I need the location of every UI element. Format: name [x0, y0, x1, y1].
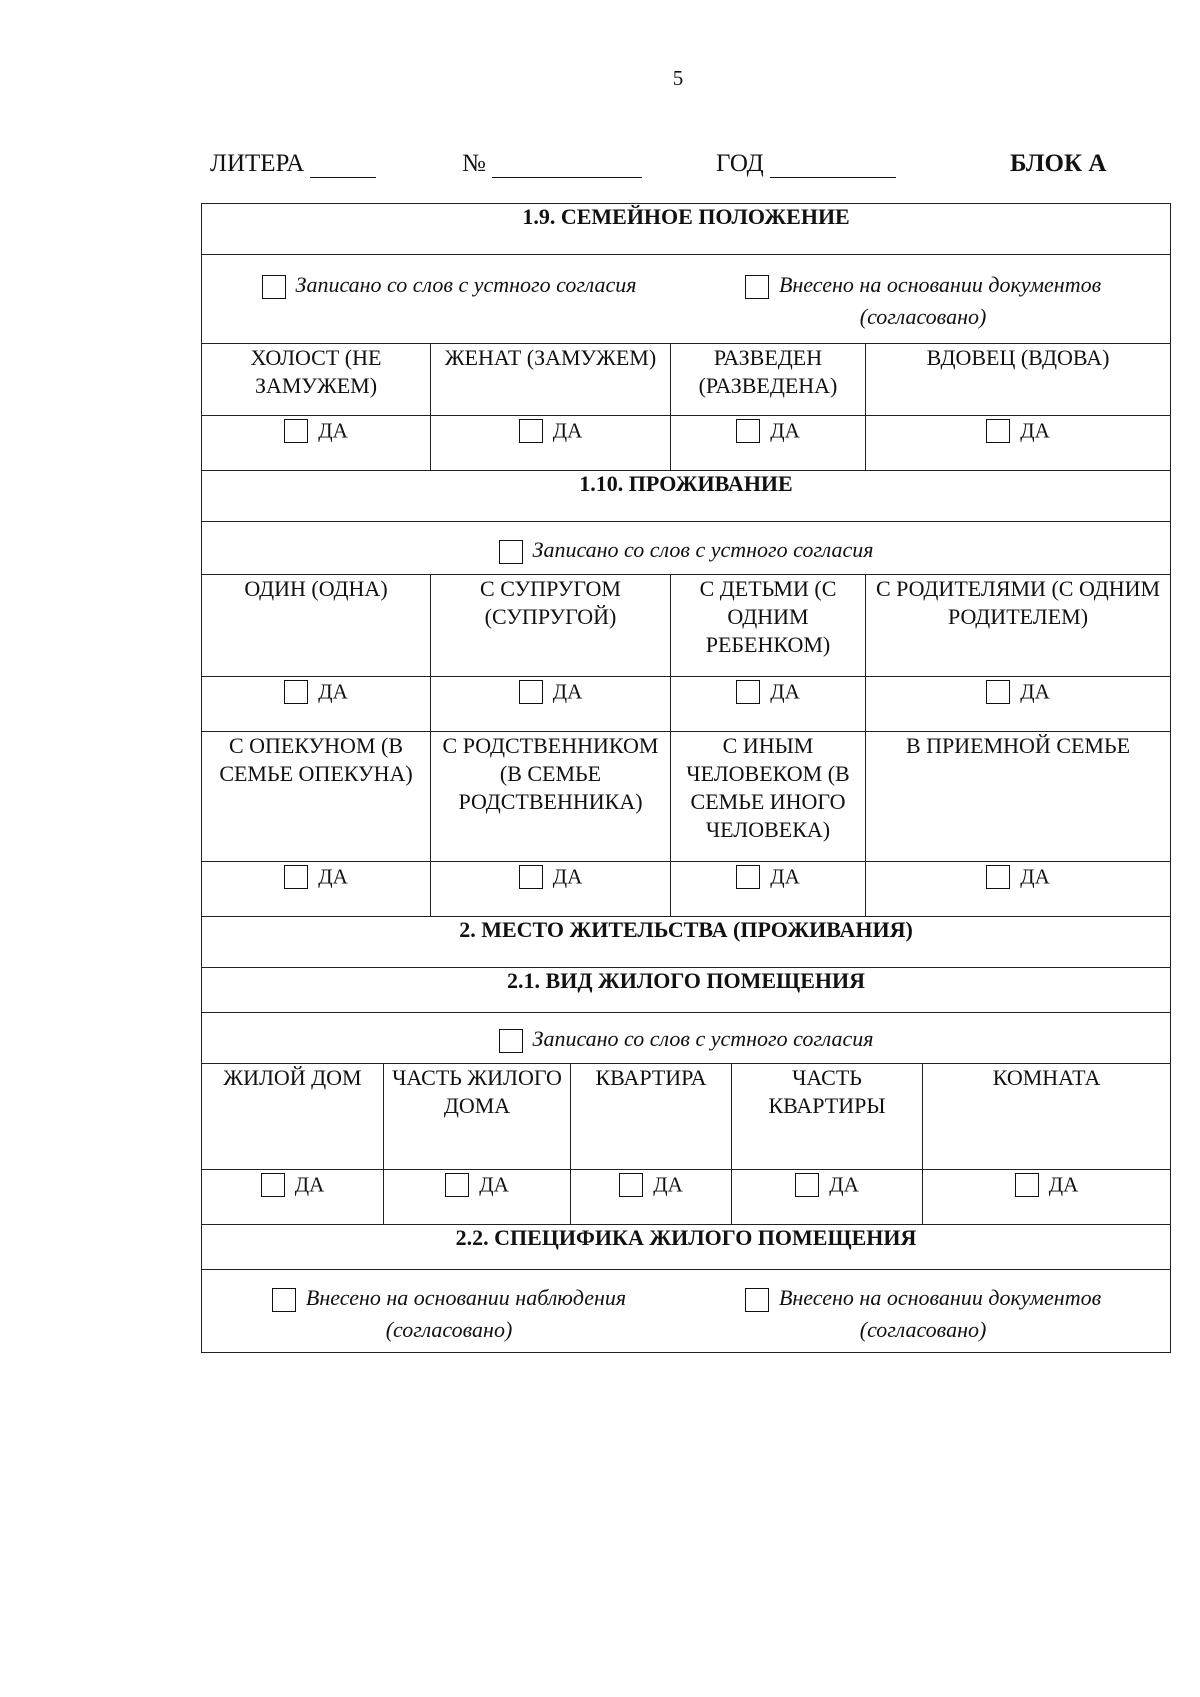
yes-label: ДА [552, 864, 583, 889]
note-text: Записано со слов с устного согласия [532, 537, 874, 562]
option-label: ЧАСТЬ ЖИЛОГО ДОМА [384, 1064, 571, 1170]
yes-cell [671, 416, 866, 471]
checkbox[interactable] [736, 680, 760, 704]
yes-cell [866, 677, 1171, 732]
checkbox[interactable] [619, 1173, 643, 1197]
option-label: ЧАСТЬ КВАРТИРЫ [732, 1064, 923, 1170]
yes-cell [671, 677, 866, 732]
note-left-1-9 [212, 269, 686, 333]
option-label: С ДЕТЬМИ (С ОДНИМ РЕБЕНКОМ) [671, 575, 866, 677]
section-note-1-10 [202, 522, 1171, 575]
option-label: КВАРТИРА [571, 1064, 732, 1170]
yes-label: ДА [1020, 679, 1050, 704]
option-label: В ПРИЕМНОЙ СЕМЬЕ [866, 732, 1171, 862]
note-left-1-10 [212, 534, 1160, 566]
option-label: ОДИН (ОДНА) [202, 575, 431, 677]
yes-cell [571, 1170, 732, 1225]
option-label: ВДОВЕЦ (ВДОВА) [866, 344, 1171, 416]
checkbox[interactable] [284, 419, 308, 443]
yes-cell [202, 677, 431, 732]
checkbox[interactable] [736, 419, 760, 443]
yes-cell [732, 1170, 923, 1225]
section-title-1-9: 1.9. СЕМЕЙНОЕ ПОЛОЖЕНИЕ [202, 204, 1171, 255]
option-label: С СУПРУГОМ (СУПРУГОЙ) [431, 575, 671, 677]
yes-label: ДА [770, 864, 800, 889]
checkbox[interactable] [499, 1029, 523, 1053]
note-text: Внесено на основании документов (согласовано) [778, 1285, 1102, 1342]
yes-label: ДА [479, 1172, 509, 1197]
yes-label: ДА [1020, 864, 1050, 889]
section-title-1-10: 1.10. ПРОЖИВАНИЕ [202, 471, 1171, 522]
litera-label: ЛИТЕРА [210, 150, 305, 177]
yes-cell [431, 677, 671, 732]
section-note-1-9 [202, 255, 1171, 344]
note-left-2-1 [212, 1023, 1160, 1055]
option-label: С ИНЫМ ЧЕЛОВЕКОМ (В СЕМЬЕ ИНОГО ЧЕЛОВЕКА) [671, 732, 866, 862]
yes-label: ДА [1020, 418, 1050, 443]
yes-cell [202, 1170, 384, 1225]
yes-label: ДА [318, 418, 348, 443]
litera-input-line[interactable] [310, 153, 376, 178]
yes-cell [431, 862, 671, 917]
number-field [462, 150, 642, 178]
yes-label: ДА [294, 1172, 325, 1197]
yes-label: ДА [829, 1172, 859, 1197]
checkbox[interactable] [519, 865, 543, 889]
yes-label: ДА [318, 864, 348, 889]
year-label: ГОД [716, 150, 764, 177]
option-label: КОМНАТА [923, 1064, 1171, 1170]
yes-cell [866, 862, 1171, 917]
option-label: ЖИЛОЙ ДОМ [202, 1064, 384, 1170]
checkbox[interactable] [284, 865, 308, 889]
yes-label: ДА [770, 679, 800, 704]
note-text: Внесено на основании документов (согласовано) [778, 272, 1102, 329]
option-label: С ОПЕКУНОМ (В СЕМЬЕ ОПЕКУНА) [202, 732, 431, 862]
checkbox[interactable] [519, 419, 543, 443]
checkbox[interactable] [519, 680, 543, 704]
checkbox[interactable] [736, 865, 760, 889]
yes-label: ДА [1048, 1172, 1079, 1197]
note-right-1-9 [686, 269, 1160, 333]
checkbox[interactable] [261, 1173, 285, 1197]
checkbox[interactable] [745, 275, 769, 299]
option-label: С РОДСТВЕННИКОМ (В СЕМЬЕ РОДСТВЕННИКА) [431, 732, 671, 862]
number-label: № [462, 150, 486, 177]
option-label: ЖЕНАТ (ЗАМУЖЕМ) [431, 344, 671, 416]
litera-field [210, 150, 376, 178]
yes-label: ДА [552, 418, 583, 443]
page-number: 5 [672, 66, 684, 90]
form-header [210, 150, 1128, 186]
note-text: Записано со слов с устного согласия [532, 1026, 874, 1051]
checkbox[interactable] [262, 275, 286, 299]
yes-cell [202, 862, 431, 917]
section-title-2-2: 2.2. СПЕЦИФИКА ЖИЛОГО ПОМЕЩЕНИЯ [202, 1225, 1171, 1270]
checkbox[interactable] [986, 680, 1010, 704]
note-left-2-2 [212, 1282, 686, 1346]
note-right-2-2 [686, 1282, 1160, 1346]
block-label: БЛОК А [1010, 150, 1107, 177]
number-input-line[interactable] [492, 153, 642, 178]
option-label: РАЗВЕДЕН (РАЗВЕДЕНА) [671, 344, 866, 416]
yes-cell [384, 1170, 571, 1225]
yes-label: ДА [653, 1172, 683, 1197]
yes-label: ДА [770, 418, 800, 443]
checkbox[interactable] [795, 1173, 819, 1197]
section-title-2-1: 2.1. ВИД ЖИЛОГО ПОМЕЩЕНИЯ [202, 968, 1171, 1013]
note-text: Внесено на основании наблюдения (согласовано) [305, 1285, 627, 1342]
year-input-line[interactable] [770, 153, 896, 178]
option-label: ХОЛОСТ (НЕ ЗАМУЖЕМ) [202, 344, 431, 416]
checkbox[interactable] [745, 1288, 769, 1312]
section-title-2: 2. МЕСТО ЖИТЕЛЬСТВА (ПРОЖИВАНИЯ) [202, 917, 1171, 968]
yes-cell [866, 416, 1171, 471]
checkbox[interactable] [1015, 1173, 1039, 1197]
checkbox[interactable] [284, 680, 308, 704]
checkbox[interactable] [986, 419, 1010, 443]
checkbox[interactable] [445, 1173, 469, 1197]
year-field [716, 150, 896, 178]
checkbox[interactable] [986, 865, 1010, 889]
checkbox[interactable] [499, 540, 523, 564]
checkbox[interactable] [272, 1288, 296, 1312]
section-note-2-2 [202, 1270, 1171, 1353]
note-text: Записано со слов с устного согласия [295, 272, 637, 297]
form-table [201, 203, 1171, 1353]
section-note-2-1 [202, 1013, 1171, 1064]
yes-cell [671, 862, 866, 917]
option-label: С РОДИТЕЛЯМИ (С ОДНИМ РОДИТЕЛЕМ) [866, 575, 1171, 677]
yes-label: ДА [552, 679, 583, 704]
yes-cell [923, 1170, 1171, 1225]
yes-cell [202, 416, 431, 471]
yes-label: ДА [318, 679, 348, 704]
yes-cell [431, 416, 671, 471]
